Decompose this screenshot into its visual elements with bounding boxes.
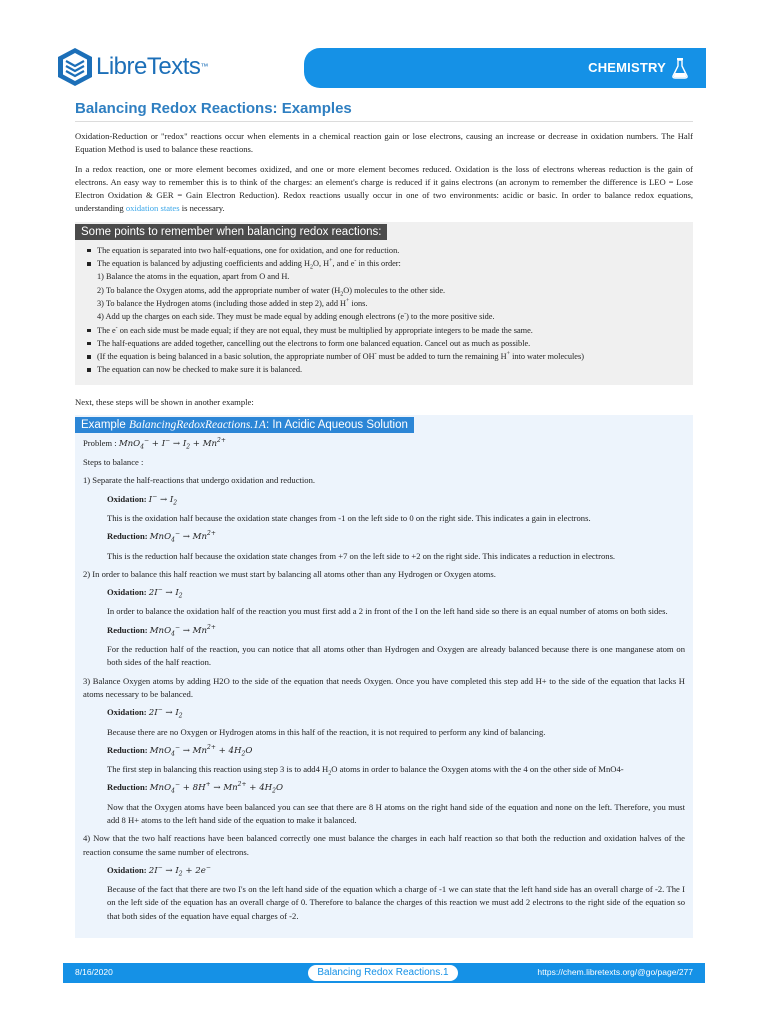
example-heading: Example BalancingRedoxReactions.1A: In Acidic Aqueous Solution bbox=[75, 417, 414, 433]
points-list-continued bbox=[75, 324, 693, 377]
reduction-eq-1: Reduction: $MnO_4^- \to Mn^{2+}$ bbox=[107, 530, 216, 544]
footer-date: 8/16/2020 bbox=[75, 967, 113, 977]
page-title: Balancing Redox Reactions: Examples bbox=[75, 100, 693, 122]
example-box bbox=[75, 415, 693, 938]
footer-url[interactable]: https://chem.libretexts.org/@go/page/277 bbox=[537, 967, 693, 977]
problem-line: Problem : $MnO_4^- + I^- \to I_2 + Mn^{2+}$ bbox=[83, 436, 226, 451]
oxidation-eq-2: Oxidation: $2I^- \to I_2$ bbox=[107, 586, 183, 600]
sub-step-1: 1) Balance the atoms in the equation, apart from O and H. bbox=[97, 272, 290, 282]
points-heading: Some points to remember when balancing redox reactions: bbox=[75, 224, 387, 240]
oxidation-eq-4: Oxidation: $2I^- \to I_2 + 2e^-$ bbox=[107, 864, 211, 878]
flask-icon bbox=[672, 57, 688, 79]
intro-paragraph-2-text: In a redox reaction, one or more element becomes oxidized, and one or more element becomes reduced. Oxidation is the loss of electrons whereas reduction is the gain of electrons. An easy way to remember this is to think of the charges: an element's charge is reduced if it gains electrons (an acronym to remember the difference is LEO = Lose Electron Oxidation & GER = Gain Electron Reduction). Redox reactions usually occur in one of two environments: acidic or basic. In order to balance redox equations, understanding bbox=[75, 163, 693, 214]
oxidation-text-1: This is the oxidation half because the oxidation state changes from -1 on the left side to 0 on the right side. This indicates a gain in electrons. bbox=[107, 512, 591, 523]
reduction-eq-3b: Reduction: $MnO_4^- + 8H^+ \to Mn^{2+} + 4H_2O$ bbox=[107, 781, 284, 796]
reduction-eq-3: Reduction: $MnO_4^- \to Mn^{2+} + 4H_2O$ bbox=[107, 743, 253, 758]
footer-page-title[interactable]: Balancing Redox Reactions.1 bbox=[308, 965, 458, 981]
libretexts-logo[interactable] bbox=[56, 46, 208, 88]
subject-banner[interactable] bbox=[304, 48, 706, 88]
subject-label: CHEMISTRY bbox=[588, 60, 666, 75]
list-item: The equation is separated into two half-equations, one for oxidation, and one for reduction. bbox=[87, 244, 693, 257]
sub-step-4: 4) Add up the charges on each side. They must be made equal by adding enough electrons (e-) to the more positive side. bbox=[97, 311, 495, 322]
intro-paragraph-2-end: is necessary. bbox=[181, 203, 225, 214]
steps-label: Steps to balance : bbox=[83, 457, 144, 468]
list-item: (If the equation is being balanced in a basic solution, the appropriate number of OH- must be added to turn the remaining H+ into water molecules) bbox=[87, 350, 693, 363]
list-item: The equation can now be checked to make sure it is balanced. bbox=[87, 363, 693, 376]
main-content bbox=[75, 100, 693, 938]
reduction-text-1: This is the reduction half because the oxidation state changes from +7 on the left side to +2 on the right side. This indicates a reduction in electrons. bbox=[107, 550, 616, 561]
list-item: The e- on each side must be made equal; if they are not equal, they must be multiplied by appropriate integers to be made the same. bbox=[87, 324, 693, 337]
list-item: The equation is balanced by adjusting coefficients and adding $H_2O$, H+, and e- in this order: bbox=[87, 257, 693, 270]
reduction-text-2: For the reduction half of the reaction, you can notice that all atoms other than Hydrogen and Oxygen are already balanced because there is one manganese atom on both sides of the half reaction. bbox=[107, 644, 685, 668]
oxidation-eq-1: Oxidation: $I^- \to I_2$ bbox=[107, 492, 178, 507]
next-steps-text: Next, these steps will be shown in another example: bbox=[75, 396, 254, 407]
intro-paragraph-2 bbox=[75, 163, 693, 216]
oxidation-text-4: Because of the fact that there are two I's on the left hand side of the equation which a charge of -1 we can state that the left hand side has an overall charge of -2. The I on the left side of the equation has an overall charge of 0. Therefore to balance the charges of this reaction we must add 2 electrons to the right side of the equation so that both sides of the equation have equal charges of -2. bbox=[107, 884, 685, 921]
step-3: 3) Balance Oxygen atoms by adding H2O to the side of the equation that needs Oxygen. Once you have completed this step add H+ to the side of the equation that lacks H atoms necessary to be balanced. bbox=[83, 675, 685, 699]
oxidation-eq-3: Oxidation: $2I^- \to I_2$ bbox=[107, 706, 183, 720]
reduction-text-3: The first step in balancing this reaction using step 3 is to add4 $H_2O$ atoms in order to balance the Oxygen atoms with the 4 on the other side of MnO4- bbox=[107, 764, 624, 777]
page-footer bbox=[63, 963, 705, 983]
list-item: The half-equations are added together, cancelling out the electrons to form one balanced equation. Cancel out as much as possible. bbox=[87, 337, 693, 350]
step-1: 1) Separate the half-reactions that undergo oxidation and reduction. bbox=[83, 475, 316, 486]
points-box bbox=[75, 222, 693, 385]
step-4: 4) Now that the two half reactions have been balanced correctly one must balance the charges in each half reaction so that both the reduction and oxidation halves of the reaction consume the same number of electrons. bbox=[83, 833, 685, 857]
oxidation-states-link[interactable]: oxidation states bbox=[125, 203, 180, 214]
reduction-text-3b: Now that the Oxygen atoms have been balanced you can see that there are 8 H atoms on the right hand side of the equation and none on the left. Therefore, you must add 8 H+ atoms to the left hand side of the equation to make it balanced. bbox=[107, 801, 685, 825]
oxidation-text-2: In order to balance the oxidation half of the reaction you must first add a 2 in front of the I on the left hand side so there is an equal number of atoms on both sides. bbox=[107, 606, 668, 617]
libretexts-logo-icon bbox=[56, 46, 94, 88]
sub-step-2: 2) To balance the Oxygen atoms, add the appropriate number of water $(H_2O)$ molecules to the other side. bbox=[97, 285, 446, 298]
logo-text: LibreTexts bbox=[96, 53, 201, 80]
intro-paragraph-1: Oxidation-Reduction or "redox" reactions occur when elements in a chemical reaction gain or lose electrons, causing an increase or decrease in oxidation numbers. The Half Equation Method is used to balance these reactions. bbox=[75, 131, 693, 155]
oxidation-text-3: Because there are no Oxygen or Hydrogen atoms in this half of the reaction, it is not required to perform any kind of balancing. bbox=[107, 726, 546, 737]
sub-step-3: 3) To balance the Hydrogen atoms (including those added in step 2), add H+ ions. bbox=[97, 298, 368, 308]
reduction-eq-2: Reduction: $MnO_4^- \to Mn^{2+}$ bbox=[107, 623, 216, 638]
step-2: 2) In order to balance this half reaction we must start by balancing all atoms other than any Hydrogen or Oxygen atoms. bbox=[83, 568, 496, 579]
points-list bbox=[75, 240, 693, 271]
example-body bbox=[75, 433, 693, 923]
page-header bbox=[0, 0, 768, 100]
logo-trademark: ™ bbox=[200, 62, 209, 71]
